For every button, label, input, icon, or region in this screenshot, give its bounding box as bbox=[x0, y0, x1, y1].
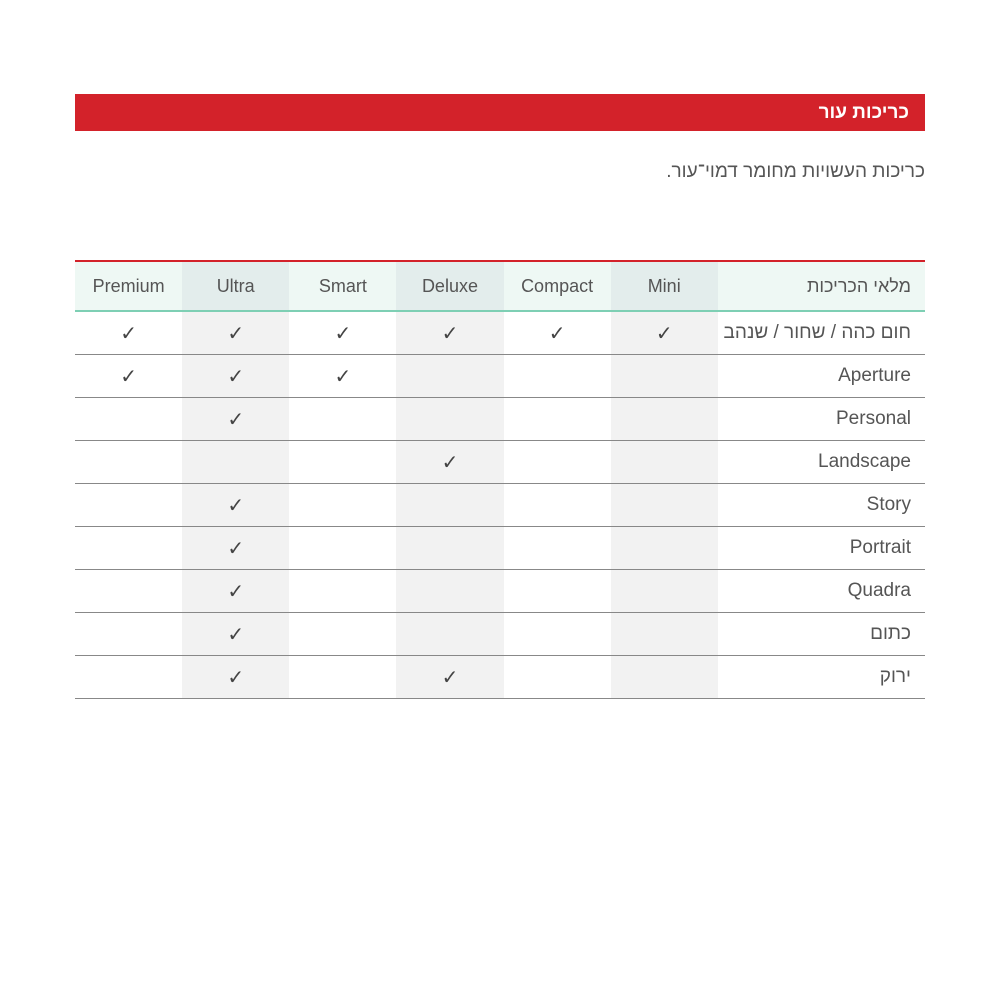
feature-label: ירוק bbox=[718, 656, 925, 699]
table-body bbox=[75, 311, 925, 699]
check-cell bbox=[396, 570, 503, 613]
check-cell bbox=[75, 527, 182, 570]
check-cell bbox=[182, 311, 289, 355]
checkmark-icon: ✓ bbox=[548, 322, 566, 345]
feature-label: Aperture bbox=[718, 355, 925, 398]
check-cell bbox=[396, 355, 503, 398]
check-cell bbox=[289, 398, 396, 441]
check-cell bbox=[289, 613, 396, 656]
table-row bbox=[75, 311, 925, 355]
table-row bbox=[75, 398, 925, 441]
checkmark-icon: ✓ bbox=[227, 666, 245, 689]
checkmark-icon: ✓ bbox=[655, 322, 673, 345]
check-cell bbox=[396, 311, 503, 355]
feature-label: חום כהה / שחור / שנהב bbox=[718, 311, 925, 355]
checkmark-icon: ✓ bbox=[227, 494, 245, 517]
check-cell bbox=[182, 527, 289, 570]
table-row bbox=[75, 570, 925, 613]
table-row bbox=[75, 613, 925, 656]
feature-label: Portrait bbox=[718, 527, 925, 570]
feature-label: כתום bbox=[718, 613, 925, 656]
check-cell bbox=[289, 355, 396, 398]
model-header-smart: Smart bbox=[289, 261, 396, 311]
check-cell bbox=[182, 441, 289, 484]
table-header-row bbox=[75, 261, 925, 311]
checkmark-icon: ✓ bbox=[441, 451, 459, 474]
check-cell bbox=[504, 311, 611, 355]
check-cell bbox=[289, 527, 396, 570]
feature-label: Landscape bbox=[718, 441, 925, 484]
checkmark-icon: ✓ bbox=[120, 322, 137, 345]
check-cell bbox=[504, 398, 611, 441]
check-cell bbox=[396, 441, 503, 484]
model-header-ultra: Ultra bbox=[182, 261, 289, 311]
feature-label: Quadra bbox=[718, 570, 925, 613]
check-cell bbox=[611, 398, 718, 441]
model-header-mini: Mini bbox=[611, 261, 718, 311]
check-cell bbox=[504, 484, 611, 527]
feature-label: Personal bbox=[718, 398, 925, 441]
check-cell bbox=[75, 398, 182, 441]
check-cell bbox=[75, 484, 182, 527]
check-cell bbox=[182, 484, 289, 527]
check-cell bbox=[611, 441, 718, 484]
checkmark-icon: ✓ bbox=[441, 666, 459, 689]
check-cell bbox=[504, 570, 611, 613]
table-row bbox=[75, 484, 925, 527]
check-cell bbox=[75, 441, 182, 484]
table-row bbox=[75, 527, 925, 570]
checkmark-icon: ✓ bbox=[227, 365, 245, 388]
check-cell bbox=[182, 570, 289, 613]
check-cell bbox=[289, 484, 396, 527]
check-cell bbox=[182, 398, 289, 441]
feature-label: Story bbox=[718, 484, 925, 527]
check-cell bbox=[611, 570, 718, 613]
checkmark-icon: ✓ bbox=[441, 322, 459, 345]
model-header-premium: Premium bbox=[75, 261, 182, 311]
check-cell bbox=[75, 656, 182, 699]
model-header-compact: Compact bbox=[504, 261, 611, 311]
check-cell bbox=[396, 484, 503, 527]
check-cell bbox=[182, 613, 289, 656]
section-description: כריכות העשויות מחומר דמוי־עור. bbox=[666, 161, 925, 182]
check-cell bbox=[75, 613, 182, 656]
table-row bbox=[75, 441, 925, 484]
check-cell bbox=[182, 656, 289, 699]
checkmark-icon: ✓ bbox=[334, 322, 352, 345]
comparison-table bbox=[75, 260, 925, 699]
check-cell bbox=[289, 570, 396, 613]
check-cell bbox=[289, 311, 396, 355]
check-cell bbox=[611, 355, 718, 398]
check-cell bbox=[504, 355, 611, 398]
checkmark-icon: ✓ bbox=[227, 408, 245, 431]
check-cell bbox=[75, 570, 182, 613]
table-row bbox=[75, 656, 925, 699]
check-cell bbox=[611, 656, 718, 699]
check-cell bbox=[504, 527, 611, 570]
checkmark-icon: ✓ bbox=[227, 322, 245, 345]
check-cell bbox=[504, 613, 611, 656]
check-cell bbox=[289, 656, 396, 699]
check-cell bbox=[396, 613, 503, 656]
checkmark-icon: ✓ bbox=[334, 365, 352, 388]
feature-column-header: מלאי הכריכות bbox=[718, 261, 925, 311]
check-cell bbox=[611, 527, 718, 570]
table-row bbox=[75, 355, 925, 398]
section-title: כריכות עור bbox=[818, 101, 909, 123]
check-cell bbox=[611, 613, 718, 656]
check-cell bbox=[182, 355, 289, 398]
check-cell bbox=[289, 441, 396, 484]
check-cell bbox=[75, 355, 182, 398]
check-cell bbox=[396, 527, 503, 570]
checkmark-icon: ✓ bbox=[120, 365, 137, 388]
section-banner bbox=[75, 94, 925, 131]
check-cell bbox=[504, 441, 611, 484]
checkmark-icon: ✓ bbox=[227, 537, 245, 560]
checkmark-icon: ✓ bbox=[227, 580, 245, 603]
check-cell bbox=[396, 398, 503, 441]
check-cell bbox=[611, 311, 718, 355]
check-cell bbox=[504, 656, 611, 699]
model-header-deluxe: Deluxe bbox=[396, 261, 503, 311]
checkmark-icon: ✓ bbox=[227, 623, 245, 646]
check-cell bbox=[396, 656, 503, 699]
check-cell bbox=[611, 484, 718, 527]
check-cell bbox=[75, 311, 182, 355]
